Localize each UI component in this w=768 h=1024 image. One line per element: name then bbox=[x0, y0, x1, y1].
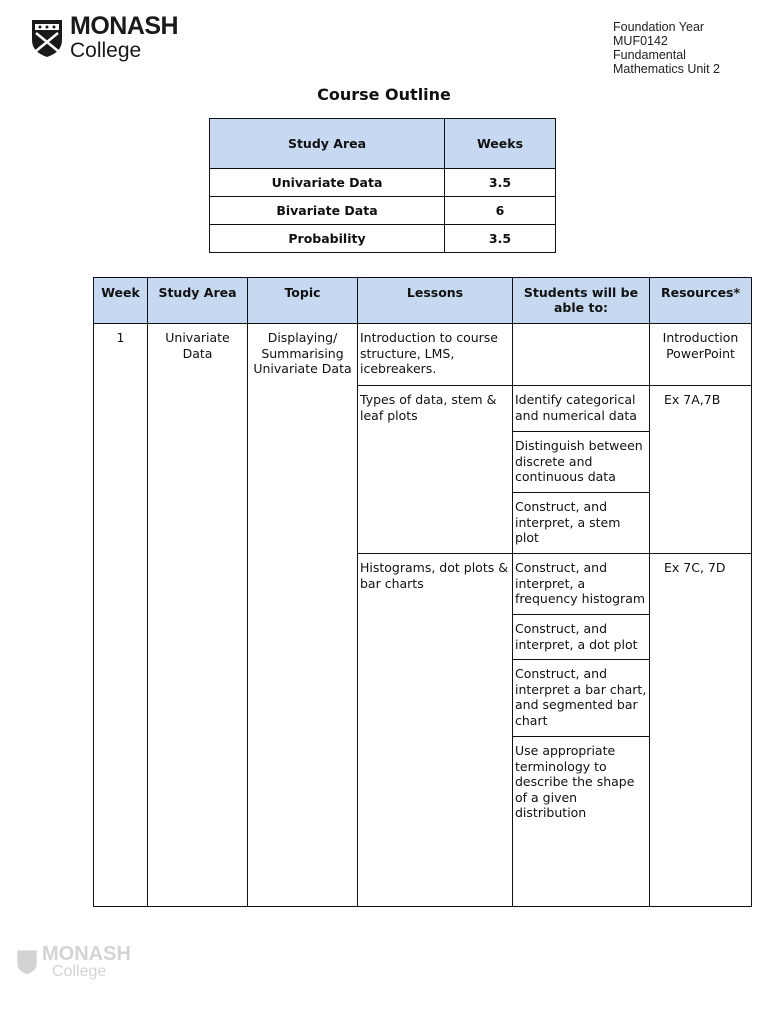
outcome-cell bbox=[513, 324, 650, 386]
summary-cell: Bivariate Data bbox=[210, 197, 445, 225]
study-area-summary-table bbox=[209, 118, 556, 253]
lesson-cell: Histograms, dot plots & bar charts bbox=[358, 554, 513, 907]
header-lessons: Lessons bbox=[358, 278, 513, 324]
page-title: Course Outline bbox=[317, 85, 451, 104]
summary-cell: Probability bbox=[210, 225, 445, 253]
summary-cell: 3.5 bbox=[445, 169, 556, 197]
summary-cell: Univariate Data bbox=[210, 169, 445, 197]
outcome-cell: Identify categorical and numerical data bbox=[513, 386, 650, 432]
watermark-logo bbox=[16, 944, 131, 980]
resource-cell: Ex 7C, 7D bbox=[650, 554, 752, 907]
header-line-1: Foundation Year bbox=[613, 20, 705, 34]
summary-header-weeks: Weeks bbox=[445, 119, 556, 169]
outcome-cell: Construct, and interpret, a dot plot bbox=[513, 615, 650, 660]
crest-icon bbox=[30, 18, 64, 58]
study-area-cell: Univariate Data bbox=[148, 324, 248, 907]
resource-cell: Introduction PowerPoint bbox=[650, 324, 752, 386]
table-row bbox=[94, 324, 752, 386]
topic-cell: Displaying/ Summarising Univariate Data bbox=[248, 324, 358, 907]
course-outline-table bbox=[93, 277, 752, 907]
header-line-4: Mathematics Unit 2 bbox=[613, 62, 720, 76]
outcome-cell-empty bbox=[513, 829, 650, 907]
course-header bbox=[613, 20, 763, 76]
header-study-area: Study Area bbox=[148, 278, 248, 324]
outline-header-row bbox=[94, 278, 752, 324]
watermark-line-1: MONASH bbox=[42, 943, 131, 965]
header-topic: Topic bbox=[248, 278, 358, 324]
summary-header-row bbox=[210, 119, 556, 169]
summary-header-study-area: Study Area bbox=[210, 119, 445, 169]
header-line-2: MUF0142 bbox=[613, 34, 668, 48]
outcome-cell: Construct, and interpret, a stem plot bbox=[513, 493, 650, 554]
week-cell: 1 bbox=[94, 324, 148, 907]
outcome-cell: Construct, and interpret a bar chart, and segmented bar chart bbox=[513, 660, 650, 737]
watermark-line-2: College bbox=[52, 963, 107, 980]
crest-icon bbox=[16, 949, 38, 975]
header-students: Students will be able to: bbox=[513, 278, 650, 324]
outcome-cell: Construct, and interpret, a frequency histogram bbox=[513, 554, 650, 615]
summary-cell: 6 bbox=[445, 197, 556, 225]
header-resources: Resources* bbox=[650, 278, 752, 324]
header-week: Week bbox=[94, 278, 148, 324]
header-line-3: Fundamental bbox=[613, 48, 686, 62]
monash-college-logo bbox=[30, 14, 178, 61]
logo-line-2: College bbox=[70, 39, 142, 62]
lesson-cell: Introduction to course structure, LMS, icebreakers. bbox=[358, 324, 513, 386]
summary-cell: 3.5 bbox=[445, 225, 556, 253]
logo-line-1: MONASH bbox=[70, 12, 179, 40]
table-row bbox=[210, 169, 556, 197]
outcome-cell: Use appropriate terminology to describe the shape of a given distribution bbox=[513, 737, 650, 829]
lesson-cell: Types of data, stem & leaf plots bbox=[358, 386, 513, 554]
resource-cell: Ex 7A,7B bbox=[650, 386, 752, 554]
table-row bbox=[210, 225, 556, 253]
outcome-cell: Distinguish between discrete and continuous data bbox=[513, 432, 650, 493]
table-row bbox=[210, 197, 556, 225]
